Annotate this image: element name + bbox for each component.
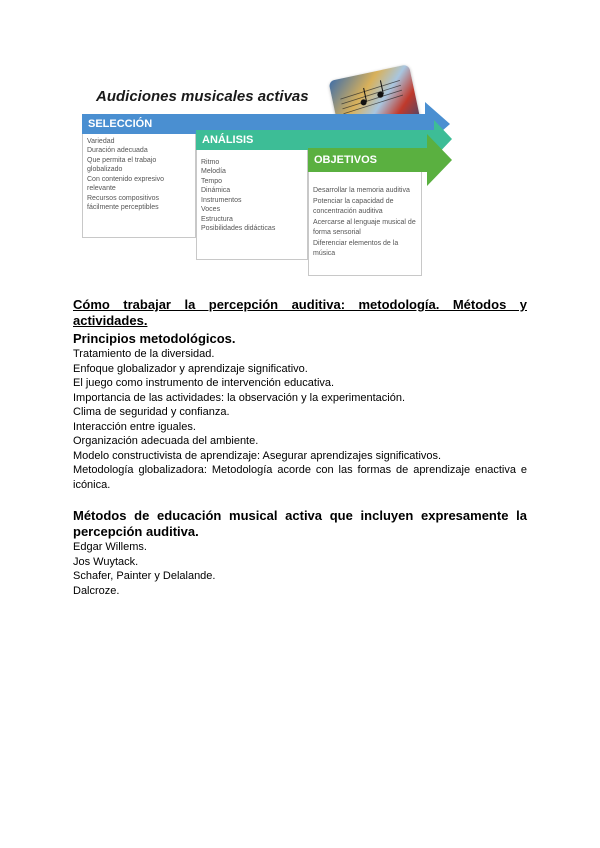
section1-title-line2: actividades. bbox=[73, 313, 148, 328]
objetivos-label: OBJETIVOS bbox=[314, 154, 377, 166]
principio-item-last-line1: Metodología globalizadora: Metodología acorde con las formas de aprendizaje enactiva e bbox=[73, 464, 527, 476]
analisis-item: Voces bbox=[201, 206, 221, 214]
analisis-item: Tempo bbox=[201, 177, 223, 185]
principio-item: Clima de seguridad y confianza. bbox=[73, 406, 230, 418]
principios-subtitle: Principios metodológicos. bbox=[73, 331, 236, 346]
analisis-box bbox=[196, 150, 308, 260]
principio-item: El juego como instrumento de intervención educativa. bbox=[73, 377, 335, 389]
objetivos-item: Diferenciar elementos de la música bbox=[313, 240, 399, 257]
objetivos-item: Acercarse al lenguaje musical de forma sensorial bbox=[313, 219, 416, 236]
section1-title-line1: Cómo trabajar la percepción auditiva: metodología. Métodos y bbox=[73, 297, 527, 312]
analisis-item: Melodía bbox=[201, 168, 226, 176]
analisis-item: Instrumentos bbox=[201, 196, 242, 204]
audiciones-diagram bbox=[82, 72, 452, 278]
principio-item: Interacción entre iguales. bbox=[73, 420, 196, 433]
analisis-item: Posibilidades didácticas bbox=[201, 225, 276, 233]
principio-item-last-line2: icónica. bbox=[73, 478, 111, 491]
objetivos-item: Desarrollar la memoria auditiva bbox=[313, 187, 410, 194]
objetivos-box bbox=[308, 172, 422, 276]
section2-title-line1: Métodos de educación musical activa que incluyen expresamente la bbox=[73, 508, 527, 523]
seleccion-label: SELECCIÓN bbox=[88, 118, 153, 130]
analisis-item: Dinámica bbox=[201, 187, 231, 195]
metodo-item: Jos Wuytack. bbox=[73, 555, 139, 568]
analisis-item: Ritmo bbox=[201, 159, 220, 166]
analisis-item: Estructura bbox=[201, 215, 233, 223]
analisis-label: ANÁLISIS bbox=[202, 134, 254, 146]
metodo-item: Dalcroze. bbox=[73, 584, 120, 597]
seleccion-item: Que permita el trabajo globalizado bbox=[87, 156, 157, 174]
metodo-item: Edgar Willems. bbox=[73, 541, 147, 553]
principio-item: Importancia de las actividades: la observación y la experimentación. bbox=[73, 391, 406, 404]
principio-item: Enfoque globalizador y aprendizaje significativo. bbox=[73, 362, 308, 375]
objetivos-item: Potenciar la capacidad de concentración auditiva bbox=[313, 198, 394, 215]
seleccion-item: Con contenido expresivo relevante bbox=[87, 175, 165, 193]
metodo-item: Schafer, Painter y Delalande. bbox=[73, 570, 216, 582]
seleccion-item: Variedad bbox=[87, 138, 115, 145]
diagram-title: Audiciones musicales activas bbox=[96, 88, 309, 105]
principio-item: Tratamiento de la diversidad. bbox=[73, 348, 215, 360]
principio-item: Modelo constructivista de aprendizaje: Asegurar aprendizajes significativos. bbox=[73, 449, 442, 462]
seleccion-item: Recursos compositivos fácilmente perceptibles bbox=[87, 194, 159, 212]
principio-item: Organización adecuada del ambiente. bbox=[73, 435, 259, 447]
section2-title-line2: percepción auditiva. bbox=[73, 524, 199, 539]
seleccion-box bbox=[82, 134, 196, 238]
seleccion-item: Duración adecuada bbox=[87, 147, 148, 155]
